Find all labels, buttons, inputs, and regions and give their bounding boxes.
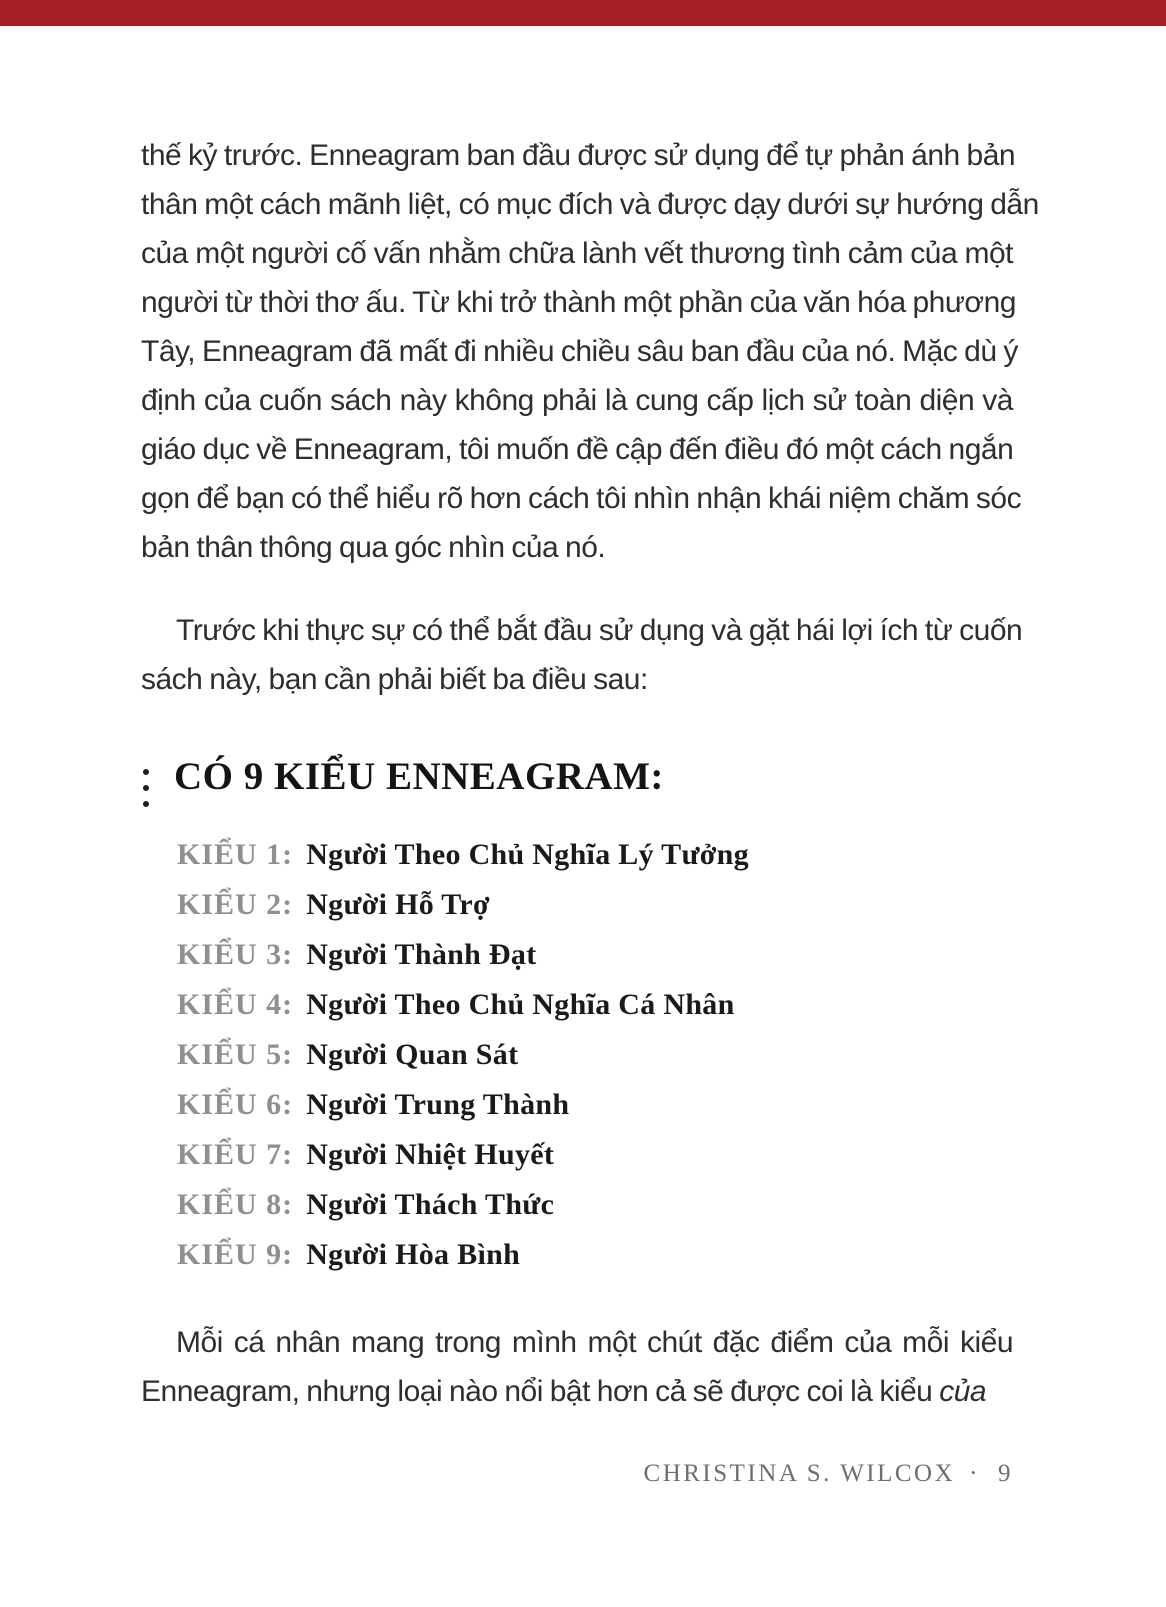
text-line: gọn để bạn có thể hiểu rõ hơn cách tôi nhìn nhận khái niệm chăm sóc (141, 482, 1022, 515)
chapter-color-bar (0, 0, 1166, 26)
type-name: Người Hỗ Trợ (306, 888, 490, 921)
footer-author: CHRISTINA S. WILCOX (643, 1460, 956, 1487)
type-label: KIỂU 9: (177, 1238, 294, 1271)
text-line: bản thân thông qua góc nhìn của nó. (141, 531, 606, 564)
text-line (141, 1367, 1013, 1416)
type-label: KIỂU 2: (177, 888, 294, 921)
text-line: thế kỷ trước. Enneagram ban đầu được sử dụng để tự phản ánh bản (141, 139, 1016, 172)
type-name: Người Theo Chủ Nghĩa Lý Tưởng (306, 838, 749, 871)
type-label: KIỂU 7: (177, 1138, 294, 1171)
text-line: thân một cách mãnh liệt, có mục đích và được dạy dưới sự hướng dẫn (141, 188, 1039, 221)
type-label: KIỂU 3: (177, 938, 294, 971)
text-line: người từ thời thơ ấu. Từ khi trở thành một phần của văn hóa phương (141, 286, 1016, 319)
text-line: định của cuốn sách này không phải là cung cấp lịch sử toàn diện và (141, 384, 1013, 417)
enneagram-type-item (177, 980, 1013, 1030)
footer-page-number: 9 (998, 1460, 1013, 1487)
type-name: Người Hòa Bình (306, 1238, 521, 1271)
enneagram-type-item (177, 880, 1013, 930)
enneagram-type-item (177, 930, 1013, 980)
dot (143, 785, 149, 791)
type-label: KIỂU 1: (177, 838, 294, 871)
dot (143, 801, 149, 807)
vertical-ellipsis-icon (143, 769, 149, 807)
type-name: Người Thách Thức (306, 1188, 555, 1221)
section-heading: CÓ 9 KIỂU ENNEAGRAM: (174, 755, 664, 798)
enneagram-type-list (177, 830, 1013, 1280)
type-name: Người Trung Thành (306, 1088, 570, 1121)
type-name: Người Quan Sát (306, 1038, 519, 1071)
enneagram-type-item (177, 830, 1013, 880)
type-name: Người Thành Đạt (306, 938, 537, 971)
footer-separator-dot: · (969, 1460, 980, 1487)
text-line: sách này, bạn cần phải biết ba điều sau: (141, 663, 648, 696)
type-label: KIỂU 4: (177, 988, 294, 1021)
text-run: Enneagram, nhưng loại nào nổi bật hơn cả sẽ được coi là kiểu (141, 1375, 940, 1408)
text-line: giáo dục về Enneagram, tôi muốn đề cập đến điều đó một cách ngắn (141, 433, 1014, 466)
text-line: Trước khi thực sự có thể bắt đầu sử dụng và gặt hái lợi ích từ cuốn (176, 614, 1023, 647)
italic-text-run: của (939, 1375, 987, 1408)
type-name: Người Theo Chủ Nghĩa Cá Nhân (306, 988, 735, 1021)
dot (143, 769, 149, 775)
paragraph-3 (141, 1318, 1013, 1416)
enneagram-type-item (177, 1130, 1013, 1180)
enneagram-type-item (177, 1030, 1013, 1080)
type-label: KIỂU 5: (177, 1038, 294, 1071)
enneagram-type-item (177, 1230, 1013, 1280)
text-line: Mỗi cá nhân mang trong mình một chút đặc điểm của mỗi kiểu (176, 1326, 1013, 1359)
text-line: của một người cố vấn nhằm chữa lành vết thương tình cảm của một (141, 237, 1013, 270)
text-line: Tây, Enneagram đã mất đi nhiều chiều sâu ban đầu của nó. Mặc dù ý (141, 335, 1018, 368)
paragraph-2 (141, 606, 1023, 704)
type-label: KIỂU 8: (177, 1188, 294, 1221)
type-name: Người Nhiệt Huyết (306, 1138, 555, 1171)
enneagram-type-item (177, 1180, 1013, 1230)
page-footer (141, 1460, 1013, 1488)
type-label: KIỂU 6: (177, 1088, 294, 1121)
paragraph-1 (141, 131, 1039, 572)
enneagram-type-item (177, 1080, 1013, 1130)
